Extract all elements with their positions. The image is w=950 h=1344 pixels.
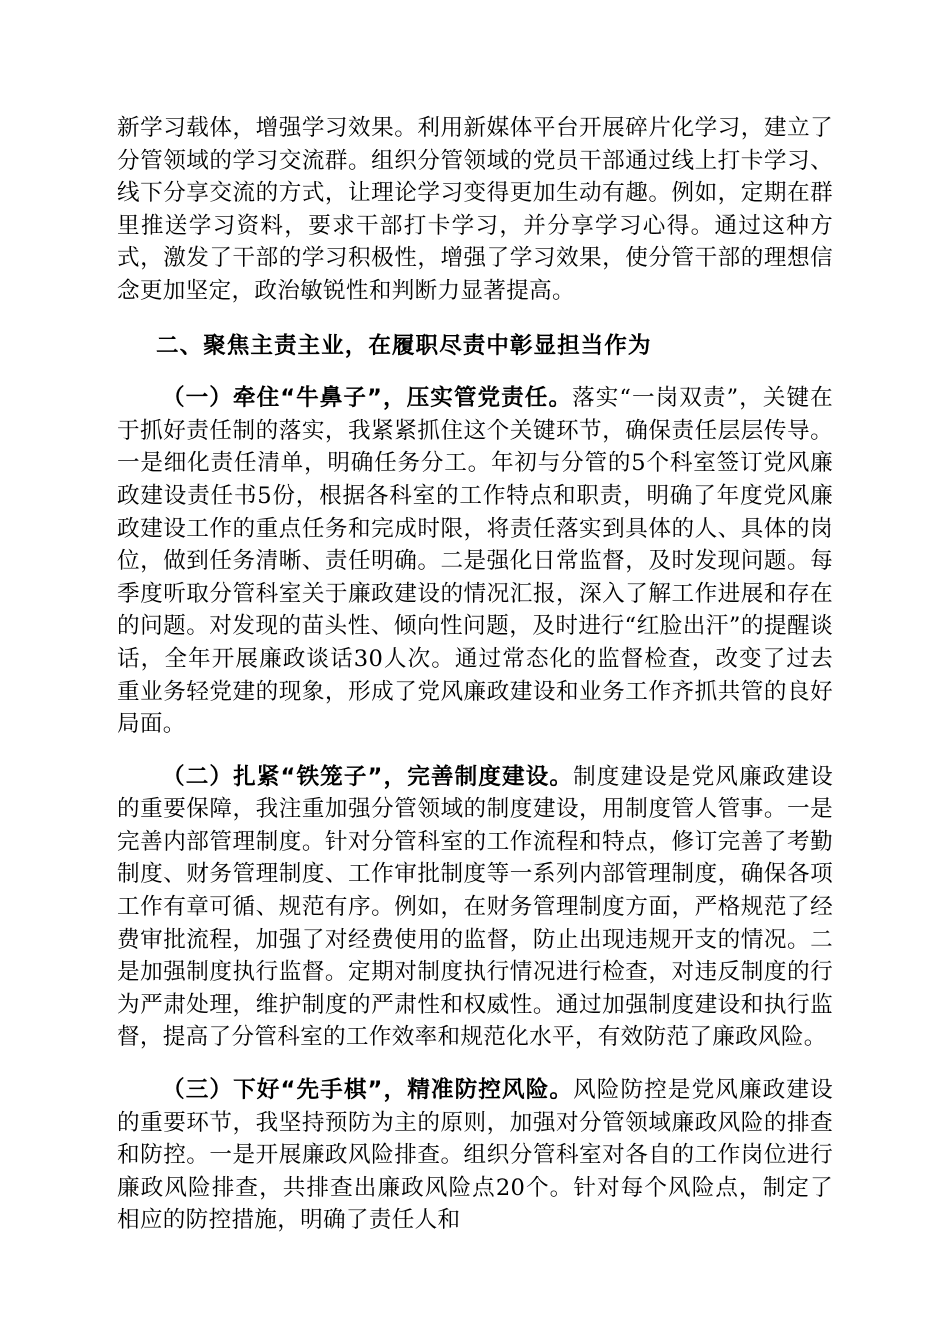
document-page [117, 112, 833, 1237]
paragraph-body: 落实“一岗双责”，关键在于抓好责任制的落实，我紧紧抓住这个关键环节，确保责任层层传导。一是细化责任清单，明确任务分工。年初与分管的5个科室签订党风廉政建设责任书5份，根据各科室的工作特点和职责，明确了年度党风廉政建设工作的重点任务和完成时限，将责任落实到具体的人、具体的岗位，做到任务清晰、责任明确。二是强化日常监督，及时发现问题。每季度听取分管科室关于廉政建设的情况汇报，深入了解工作进展和存在的问题。对发现的苗头性、倾向性问题，及时进行“红脸出汗”的提醒谈话，全年开展廉政谈话30人次。通过常态化的监督检查，改变了过去重业务轻党建的现象，形成了党风廉政建设和业务工作齐抓共管的良好局面。 [117, 385, 833, 738]
paragraph-item-1 [117, 382, 833, 741]
intro-paragraph: 新学习载体，增强学习效果。利用新媒体平台开展碎片化学习，建立了分管领域的学习交流群。组织分管领域的党员干部通过线上打卡学习、线下分享交流的方式，让理论学习变得更加生动有趣。例如，定期在群里推送学习资料，要求干部打卡学习，并分享学习心得。通过这种方式，激发了干部的学习积极性，增强了学习效果，使分管干部的理想信念更加坚定，政治敏锐性和判断力显著提高。 [117, 115, 833, 304]
paragraph-item-2 [117, 761, 833, 1054]
section-heading: 二、聚焦主责主业，在履职尽责中彰显担当作为 [156, 332, 652, 359]
paragraph-lead: （三）下好“先手棋”，精准防控风险。 [162, 1077, 574, 1104]
paragraph-body: 风险防控是党风廉政建设的重要环节，我坚持预防为主的原则，加强对分管领域廉政风险的排查和防控。一是开展廉政风险排查。组织分管科室对各自的工作岗位进行廉政风险排查，共排查出廉政风险点20个。针对每个风险点，制定了相应的防控措施，明确了责任人和 [117, 1077, 833, 1234]
paragraph-body: 制度建设是党风廉政建设的重要保障，我注重加强分管领域的制度建设，用制度管人管事。一是完善内部管理制度。针对分管科室的工作流程和特点，修订完善了考勤制度、财务管理制度、工作审批制度等一系列内部管理制度，确保各项工作有章可循、规范有序。例如，在财务管理制度方面，严格规范了经费审批流程，加强了对经费使用的监督，防止出现违规开支的情况。二是加强制度执行监督。定期对制度执行情况进行检查，对违反制度的行为严肃处理，维护制度的严肃性和权威性。通过加强制度建设和执行监督，提高了分管科室的工作效率和规范化水平，有效防范了廉政风险。 [117, 763, 833, 1051]
paragraph-lead: （一）牵住“牛鼻子”，压实管党责任。 [162, 385, 573, 412]
paragraph-item-3 [117, 1074, 833, 1237]
paragraph-lead: （二）扎紧“铁笼子”，完善制度建设。 [162, 763, 574, 790]
